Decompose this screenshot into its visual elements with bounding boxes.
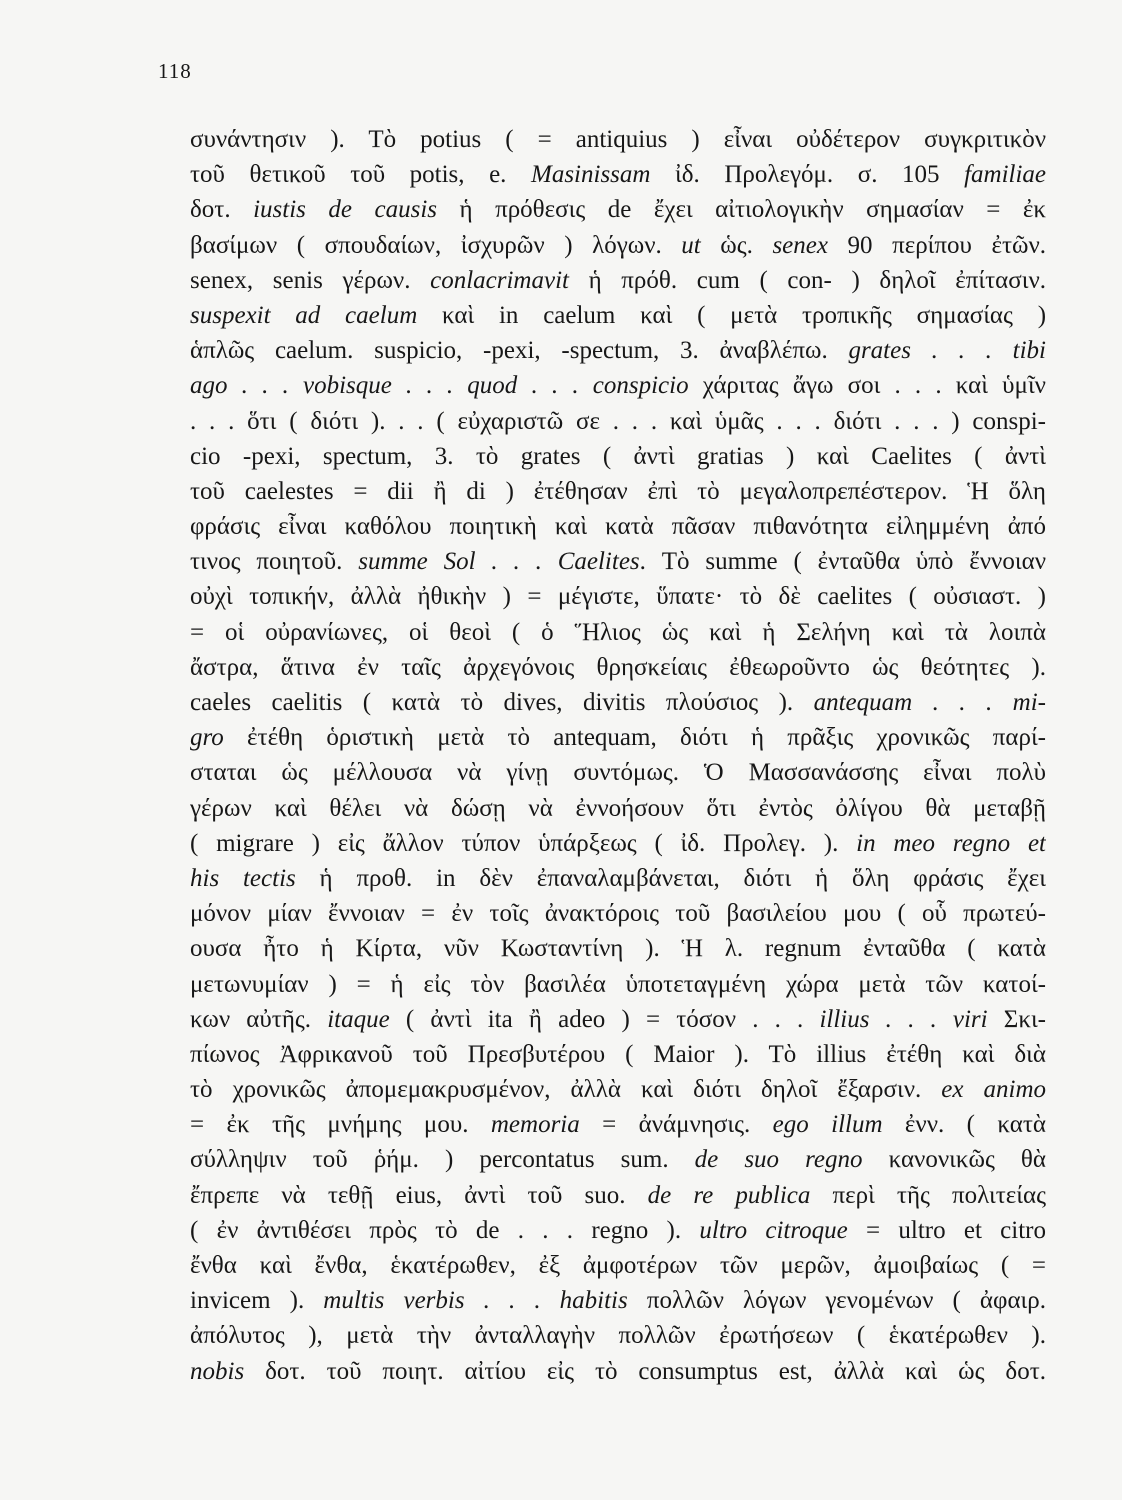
italic-run: illius . . . viri <box>819 1005 988 1033</box>
body-text <box>190 122 1046 1389</box>
text-run: = οἱ οὐρανίωνες, οἱ θεοὶ ( ὁ Ἥλιος ὡς καὶ ἡ Σελήνη καὶ τὰ λοιπὰ <box>190 618 1046 646</box>
italic-run: summe Sol . . . Caelites <box>358 548 640 576</box>
text-line <box>190 685 1046 720</box>
text-line <box>190 896 1046 931</box>
text-run: senex, senis γέρων. <box>190 266 431 294</box>
text-run: τοῦ θετικοῦ τοῦ potis, e. <box>190 161 531 189</box>
text-run: τὸ χρονικῶς ἀπομεμακρυσμένον, ἀλλὰ καὶ διότι δηλοῖ ἔξαρσιν. <box>190 1076 942 1104</box>
text-run: ( migrare ) εἰς ἄλλον τύπον ὑπάρξεως ( ἰδ. Προλεγ. ). <box>190 829 857 857</box>
text-run: δοτ. <box>190 196 254 224</box>
text-line <box>190 967 1046 1002</box>
text-run: ἔνθα καὶ ἔνθα, ἑκατέρωθεν, ἐξ ἀμφοτέρων τῶν μερῶν, ἀμοιβαίως ( = <box>190 1252 1046 1279</box>
text-run: χάριτας ἄγω σοι . . . καὶ ὑμῖν <box>688 372 1046 400</box>
italic-run: Masinissam <box>531 161 651 189</box>
italic-run: his tectis <box>190 864 296 892</box>
italic-run: familiae <box>964 161 1046 189</box>
text-line <box>190 1283 1046 1318</box>
text-run: cio -pexi, spectum, 3. τὸ grates ( ἀντὶ gratias ) καὶ Caelites ( ἀντὶ <box>190 442 1046 470</box>
text-line <box>190 192 1046 227</box>
text-run: ουσα ἦτο ἡ Κίρτα, νῦν Κωσταντίνη ). Ἡ λ. regnum ἐνταῦθα ( κατὰ <box>190 935 1046 963</box>
italic-run: antequam . . . mi- <box>813 689 1046 716</box>
text-run: ἰδ. Προλεγόμ. σ. 105 <box>650 161 965 189</box>
text-line <box>190 1354 1046 1389</box>
italic-run: suspexit ad caelum <box>190 301 418 329</box>
text-run: = ἐκ τῆς μνήμης μου. <box>190 1111 491 1139</box>
italic-run: conlacrimavit <box>430 266 569 294</box>
text-run: κων αὐτῆς. <box>190 1005 328 1033</box>
text-run: τινος ποιητοῦ. <box>190 548 359 576</box>
text-line <box>190 1002 1046 1037</box>
italic-run: in meo regno et <box>856 829 1046 857</box>
italic-run: itaque <box>327 1005 390 1033</box>
text-line <box>190 333 1046 368</box>
text-run: ὡς. <box>700 231 773 259</box>
text-run: βασίμων ( σπουδαίων, ἰσχυρῶν ) λόγων. <box>190 231 682 259</box>
text-run: σύλληψιν τοῦ ῥήμ. ) percontatus sum. <box>190 1146 695 1174</box>
text-run: γέρων καὶ θέλει νὰ δώσῃ νὰ ἐννοήσουν ὅτι ἐντὸς ὀλίγου θὰ μεταβῇ <box>190 794 1046 822</box>
text-run: συνάντησιν ). Τὸ potius ( = antiquius ) εἶναι οὐδέτερον συγκριτικὸν <box>190 126 1046 153</box>
page-number: 118 <box>158 59 192 83</box>
text-line <box>190 755 1046 790</box>
text-run: ἡ πρόθ. cum ( con- ) δηλοῖ ἐπίτασιν. <box>568 266 1046 294</box>
text-run: Σκι- <box>987 1005 1046 1033</box>
text-run: κανονικῶς θὰ <box>862 1146 1046 1174</box>
text-line <box>190 1072 1046 1107</box>
text-line <box>190 368 1046 403</box>
text-line <box>190 509 1046 544</box>
italic-run: de re publica <box>647 1181 811 1209</box>
text-line <box>190 579 1046 614</box>
text-line <box>190 650 1046 685</box>
text-run: ἐτέθη ὁριστικὴ μετὰ τὸ antequam, διότι ἡ πρᾶξις χρονικῶς παρί- <box>223 724 1046 752</box>
text-run: ἄστρα, ἅτινα ἐν ταῖς ἀρχεγόνοις θρησκείαις ἐθεωροῦντο ὡς θεότητες ). <box>190 653 1046 681</box>
text-line <box>190 439 1046 474</box>
text-run: ἀπόλυτος ), μετὰ τὴν ἀνταλλαγὴν πολλῶν ἐρωτήσεων ( ἑκατέρωθεν ). <box>190 1322 1046 1350</box>
italic-run: nobis <box>190 1357 245 1385</box>
italic-run: senex <box>772 231 828 259</box>
text-run: = ultro et citro <box>847 1216 1046 1244</box>
text-run: caeles caelitis ( κατὰ τὸ dives, divitis πλούσιος ). <box>190 689 814 716</box>
text-line <box>190 1318 1046 1353</box>
text-line <box>190 791 1046 826</box>
text-run: ἁπλῶς caelum. suspicio, -pexi, -spectum, 3. ἀναβλέπω. <box>190 337 849 365</box>
text-run: ἔπρεπε νὰ τεθῇ eius, ἀντὶ τοῦ suo. <box>190 1181 648 1209</box>
text-run: . Τὸ summe ( ἐνταῦθα ὑπὸ ἔννοιαν <box>639 548 1046 576</box>
text-run: = ἀνάμνησις. <box>579 1111 773 1139</box>
italic-run: multis verbis . . . habitis <box>323 1287 628 1315</box>
text-run: ἡ προθ. in δὲν ἐπαναλαμβάνεται, διότι ἡ ὅλη φράσις ἔχει <box>295 864 1046 892</box>
text-run: . . . ὅτι ( διότι ). . . ( εὐχαριστῶ σε . . . καὶ ὑμᾶς . . . διότι . . . ) conspi- <box>190 407 1046 435</box>
text-run: οὐχὶ τοπικήν, ἀλλὰ ἠθικὴν ) = μέγιστε, ὕπατε· τὸ δὲ caelites ( οὐσιαστ. ) <box>190 583 1046 611</box>
text-line <box>190 931 1046 966</box>
text-line <box>190 1178 1046 1213</box>
text-run: μόνον μίαν ἔννοιαν = ἐν τοῖς ἀνακτόροις τοῦ βασιλείου μου ( οὗ πρωτεύ- <box>190 900 1046 928</box>
text-line <box>190 615 1046 650</box>
text-run: ἐνν. ( κατὰ <box>882 1111 1046 1139</box>
text-line <box>190 720 1046 755</box>
text-line <box>190 544 1046 579</box>
text-run: invicem ). <box>190 1287 324 1315</box>
text-run: πολλῶν λόγων γενομένων ( ἀφαιρ. <box>627 1287 1046 1315</box>
text-run: 90 περίπου ἐτῶν. <box>827 231 1046 259</box>
text-run: ( ἀντὶ ita ἢ adeo ) = τόσον . . . <box>389 1005 820 1033</box>
text-run: σταται ὡς μέλλουσα νὰ γίνῃ συντόμως. Ὁ Μασσανάσσης εἶναι πολὺ <box>190 759 1046 787</box>
text-run: περὶ τῆς πολιτείας <box>810 1181 1046 1209</box>
text-line <box>190 1107 1046 1142</box>
text-line <box>190 157 1046 192</box>
text-run: ( ἐν ἀντιθέσει πρὸς τὸ de . . . regno ). <box>190 1216 700 1244</box>
text-line <box>190 474 1046 509</box>
text-line <box>190 404 1046 439</box>
italic-run: grates . . . tibi <box>848 337 1046 365</box>
text-line <box>190 1037 1046 1072</box>
text-line <box>190 1248 1046 1283</box>
italic-run: iustis de causis <box>253 196 437 224</box>
italic-run: ago . . . vobisque . . . quod . . . conspicio <box>190 372 689 400</box>
italic-run: ultro citroque <box>699 1216 848 1244</box>
text-run: τοῦ caelestes = dii ἢ di ) ἐτέθησαν ἐπὶ τὸ μεγαλοπρεπέστερον. Ἡ ὅλη <box>190 477 1046 505</box>
italic-run: ut <box>681 231 701 259</box>
text-run: μετωνυμίαν ) = ἡ εἰς τὸν βασιλέα ὑποτεταγμένη χώρα μετὰ τῶν κατοί- <box>190 970 1046 998</box>
text-run: ἡ πρόθεσις de ἔχει αἰτιολογικὴν σημασίαν = ἐκ <box>437 196 1046 224</box>
italic-run: ego illum <box>772 1111 883 1139</box>
text-line <box>190 263 1046 298</box>
italic-run: de suo regno <box>694 1146 863 1174</box>
italic-run: memoria <box>490 1111 580 1139</box>
text-line <box>190 298 1046 333</box>
text-line <box>190 1213 1046 1248</box>
text-line <box>190 861 1046 896</box>
text-run: φράσις εἶναι καθόλου ποιητικὴ καὶ κατὰ πᾶσαν πιθανότητα εἰλημμένη ἀπό <box>190 513 1046 541</box>
italic-run: gro <box>190 724 224 752</box>
text-line <box>190 826 1046 861</box>
text-run: καὶ in caelum καὶ ( μετὰ τροπικῆς σημασίας ) <box>417 301 1046 329</box>
text-line <box>190 122 1046 157</box>
italic-run: ex animo <box>941 1076 1046 1104</box>
text-line <box>190 1142 1046 1177</box>
text-line <box>190 228 1046 263</box>
text-run: δοτ. τοῦ ποιητ. αἰτίου εἰς τὸ consumptus est, ἀλλὰ καὶ ὡς δοτ. <box>244 1357 1046 1385</box>
text-run: πίωνος Ἀφρικανοῦ τοῦ Πρεσβυτέρου ( Maior ). Τὸ illius ἐτέθη καὶ διὰ <box>190 1040 1046 1068</box>
